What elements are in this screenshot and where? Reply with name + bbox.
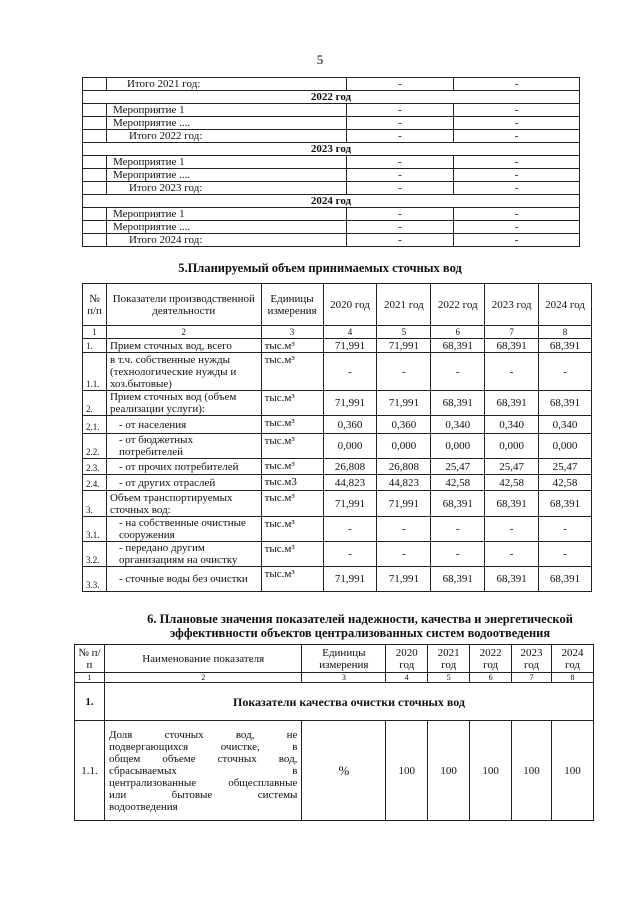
value-cell: -	[454, 130, 580, 143]
value-cell: 0,340	[485, 416, 539, 434]
indicator-value-2024: 100	[552, 721, 594, 821]
value-cell: 71,991	[377, 391, 431, 416]
row-number-cell	[83, 221, 107, 234]
indicator-name: - на собственные очистные сооружения	[106, 517, 261, 542]
activity-row	[83, 208, 580, 221]
value-cell: 71,991	[323, 339, 377, 353]
column-header: 2022 год	[470, 645, 512, 673]
section5-title: 5.Планируемый объем принимаемых сточных вод	[178, 261, 462, 275]
table-row	[83, 542, 592, 567]
column-header: Наименование показателя	[104, 645, 301, 673]
indicator-name: - передано другим организациям на очистку	[106, 542, 261, 567]
value-cell: -	[431, 353, 485, 391]
unit-cell: тыс.м³	[261, 339, 323, 353]
value-cell: 26,808	[323, 459, 377, 475]
activity-label: Мероприятие 1	[106, 156, 346, 169]
value-cell: 44,823	[377, 475, 431, 491]
value-cell: 42,58	[431, 475, 485, 491]
value-cell: -	[346, 221, 454, 234]
row-number-cell	[83, 104, 107, 117]
value-cell: -	[454, 234, 580, 247]
row-number-cell	[83, 117, 107, 130]
column-number: 6	[470, 673, 512, 683]
row-number: 2.1.	[83, 416, 107, 434]
value-cell: 0,340	[431, 416, 485, 434]
value-cell: -	[431, 542, 485, 567]
total-label: Итого 2022 год:	[106, 130, 346, 143]
wastewater-volume-table	[82, 283, 592, 592]
indicator-name-line: общем объеме сточных вод,	[108, 752, 298, 765]
indicator-name-line: водоотведения	[108, 800, 178, 813]
value-cell: -	[323, 542, 377, 567]
indicator-name: в т.ч. собственные нужды (технологические нужды и хоз.бытовые)	[106, 353, 261, 391]
row-number: 1.	[83, 339, 107, 353]
table-row	[83, 567, 592, 592]
row-number: 2.	[83, 391, 107, 416]
value-cell: -	[377, 517, 431, 542]
year-row	[83, 195, 580, 208]
value-cell: 68,391	[431, 391, 485, 416]
value-cell: -	[485, 353, 539, 391]
row-number-cell	[83, 169, 107, 182]
indicator-number: 1.1.	[75, 721, 105, 821]
activity-row	[83, 221, 580, 234]
indicator-name: - от населения	[106, 416, 261, 434]
column-number: 8	[552, 673, 594, 683]
activity-label: Мероприятие 1	[106, 104, 346, 117]
value-cell: 71,991	[323, 567, 377, 592]
indicator-unit: %	[302, 721, 386, 821]
value-cell: -	[323, 517, 377, 542]
indicator-name-line: Доля сточных вод, не	[108, 728, 298, 741]
table-row	[83, 416, 592, 434]
activity-label: Мероприятие ....	[106, 117, 346, 130]
group-title: Показатели качества очистки сточных вод	[104, 683, 593, 721]
column-number: 4	[323, 326, 377, 339]
column-header: 2020 год	[386, 645, 428, 673]
value-cell: -	[346, 182, 454, 195]
unit-cell: тыс.м³	[261, 391, 323, 416]
activity-label: Мероприятие ....	[106, 221, 346, 234]
year-label: 2022 год	[83, 91, 580, 104]
value-cell: 0,000	[323, 434, 377, 459]
section6-title-line2: эффективности объектов централизованных систем водоотведения	[169, 626, 551, 640]
column-number: 3	[261, 326, 323, 339]
row-number: 2.4.	[83, 475, 107, 491]
activity-label: Мероприятие 1	[106, 208, 346, 221]
column-header: 2021 год	[377, 284, 431, 326]
value-cell: 0,000	[539, 434, 592, 459]
total-label: Итого 2021 год:	[106, 78, 346, 91]
value-cell: -	[454, 182, 580, 195]
indicator-name-line: подвергающихся очистке, в	[108, 740, 298, 753]
row-number: 1.1.	[83, 353, 107, 391]
value-cell: 0,360	[323, 416, 377, 434]
column-number: 4	[386, 673, 428, 683]
indicator-name	[104, 721, 301, 821]
section6-title-line1: 6. Плановые значения показателей надежности, качества и энергетической	[147, 612, 573, 626]
column-number: 5	[377, 326, 431, 339]
indicator-value-2020: 100	[386, 721, 428, 821]
value-cell: -	[454, 156, 580, 169]
column-number: 2	[104, 673, 301, 683]
value-cell: 71,991	[377, 491, 431, 517]
activity-label: Мероприятие ....	[106, 169, 346, 182]
value-cell: 44,823	[323, 475, 377, 491]
value-cell: -	[539, 542, 592, 567]
column-number: 7	[512, 673, 552, 683]
value-cell: -	[485, 517, 539, 542]
value-cell: 68,391	[485, 491, 539, 517]
value-cell: 68,391	[539, 567, 592, 592]
table-row	[83, 491, 592, 517]
year-row	[83, 143, 580, 156]
value-cell: -	[454, 117, 580, 130]
value-cell: 0,000	[485, 434, 539, 459]
column-number: 8	[539, 326, 592, 339]
column-number: 1	[75, 673, 105, 683]
value-cell: -	[346, 156, 454, 169]
activities-table	[82, 77, 580, 247]
row-number: 3.3.	[83, 567, 107, 592]
value-cell: -	[539, 517, 592, 542]
activity-row	[83, 104, 580, 117]
unit-cell: тыс.м³	[261, 542, 323, 567]
unit-cell: тыс.м3	[261, 475, 323, 491]
column-header: № п/п	[83, 284, 107, 326]
indicator-value-2023: 100	[512, 721, 552, 821]
row-number: 2.2.	[83, 434, 107, 459]
value-cell: 0,000	[431, 434, 485, 459]
value-cell: -	[539, 353, 592, 391]
value-cell: -	[346, 130, 454, 143]
row-number: 3.1.	[83, 517, 107, 542]
value-cell: 25,47	[485, 459, 539, 475]
section6-title	[110, 612, 610, 640]
row-number-cell	[83, 182, 107, 195]
row-number-cell	[83, 130, 107, 143]
indicator-name: Прием сточных вод, всего	[106, 339, 261, 353]
table-row	[83, 353, 592, 391]
value-cell: 68,391	[539, 339, 592, 353]
value-cell: -	[346, 234, 454, 247]
indicator-value-2021: 100	[428, 721, 470, 821]
value-cell: 68,391	[485, 391, 539, 416]
unit-cell: тыс.м³	[261, 416, 323, 434]
row-number-cell	[83, 78, 107, 91]
value-cell: 42,58	[539, 475, 592, 491]
indicator-name: Прием сточных вод (объем реализации услуги):	[106, 391, 261, 416]
row-number: 3.	[83, 491, 107, 517]
total-row	[83, 130, 580, 143]
unit-cell: тыс.м³	[261, 491, 323, 517]
value-cell: -	[454, 208, 580, 221]
column-header: Единицы измерения	[261, 284, 323, 326]
column-number: 3	[302, 673, 386, 683]
value-cell: 71,991	[377, 339, 431, 353]
column-header: Показатели производственной деятельности	[106, 284, 261, 326]
value-cell: 0,340	[539, 416, 592, 434]
table-row	[83, 339, 592, 353]
quality-indicators-table	[74, 644, 594, 821]
column-header: 2023 год	[485, 284, 539, 326]
indicator-name: Объем транспортируемых сточных вод:	[106, 491, 261, 517]
table-row	[83, 517, 592, 542]
indicator-value-2022: 100	[470, 721, 512, 821]
total-row	[83, 182, 580, 195]
value-cell: 68,391	[431, 339, 485, 353]
value-cell: -	[323, 353, 377, 391]
column-header: 2024 год	[539, 284, 592, 326]
value-cell: -	[346, 104, 454, 117]
year-label: 2023 год	[83, 143, 580, 156]
indicator-name-line: сбрасываемых в	[108, 764, 298, 777]
value-cell: -	[346, 78, 454, 91]
value-cell: -	[485, 542, 539, 567]
table-row	[83, 434, 592, 459]
value-cell: 26,808	[377, 459, 431, 475]
unit-cell: тыс.м³	[261, 459, 323, 475]
indicator-name: - от бюджетных потребителей	[106, 434, 261, 459]
activity-row	[83, 156, 580, 169]
value-cell: 0,000	[377, 434, 431, 459]
value-cell: 71,991	[323, 491, 377, 517]
value-cell: -	[346, 169, 454, 182]
indicator-name-line: или бытовые системы	[108, 788, 298, 801]
row-number: 2.3.	[83, 459, 107, 475]
unit-cell: тыс.м³	[261, 567, 323, 592]
column-header: 2024 год	[552, 645, 594, 673]
value-cell: 68,391	[485, 339, 539, 353]
value-cell: -	[377, 353, 431, 391]
value-cell: -	[454, 104, 580, 117]
value-cell: 68,391	[539, 391, 592, 416]
value-cell: 25,47	[539, 459, 592, 475]
column-header: 2021 год	[428, 645, 470, 673]
column-number: 5	[428, 673, 470, 683]
value-cell: -	[454, 78, 580, 91]
column-number: 7	[485, 326, 539, 339]
value-cell: 71,991	[323, 391, 377, 416]
year-row	[83, 91, 580, 104]
value-cell: 68,391	[539, 491, 592, 517]
indicator-name: - от других отраслей	[106, 475, 261, 491]
value-cell: -	[346, 117, 454, 130]
column-header: Единицы измерения	[302, 645, 386, 673]
row-number: 3.2.	[83, 542, 107, 567]
value-cell: 42,58	[485, 475, 539, 491]
unit-cell: тыс.м³	[261, 517, 323, 542]
total-label: Итого 2023 год:	[106, 182, 346, 195]
indicator-name: - сточные воды без очистки	[106, 567, 261, 592]
indicator-name: - от прочих потребителей	[106, 459, 261, 475]
table-row	[83, 475, 592, 491]
total-row	[83, 78, 580, 91]
quality-group-row	[75, 683, 594, 721]
activity-row	[83, 117, 580, 130]
value-cell: -	[454, 169, 580, 182]
total-row	[83, 234, 580, 247]
page-number: 5	[316, 52, 324, 67]
value-cell: 68,391	[431, 491, 485, 517]
value-cell: 68,391	[485, 567, 539, 592]
total-label: Итого 2024 год:	[106, 234, 346, 247]
value-cell: 68,391	[431, 567, 485, 592]
row-number-cell	[83, 234, 107, 247]
value-cell: -	[346, 208, 454, 221]
column-header: 2020 год	[323, 284, 377, 326]
unit-cell: тыс.м³	[261, 434, 323, 459]
value-cell: 0,360	[377, 416, 431, 434]
indicator-row	[75, 721, 594, 821]
activity-row	[83, 169, 580, 182]
column-header: 2022 год	[431, 284, 485, 326]
column-header: 2023 год	[512, 645, 552, 673]
group-number: 1.	[75, 683, 105, 721]
column-header: № п/п	[75, 645, 105, 673]
column-number: 2	[106, 326, 261, 339]
table-row	[83, 391, 592, 416]
column-number: 1	[83, 326, 107, 339]
value-cell: 71,991	[377, 567, 431, 592]
row-number-cell	[83, 208, 107, 221]
row-number-cell	[83, 156, 107, 169]
year-label: 2024 год	[83, 195, 580, 208]
value-cell: -	[454, 221, 580, 234]
indicator-name-line: централизованные общесплавные	[108, 776, 298, 789]
value-cell: -	[377, 542, 431, 567]
column-number: 6	[431, 326, 485, 339]
value-cell: 25,47	[431, 459, 485, 475]
unit-cell: тыс.м³	[261, 353, 323, 391]
table-row	[83, 459, 592, 475]
value-cell: -	[431, 517, 485, 542]
